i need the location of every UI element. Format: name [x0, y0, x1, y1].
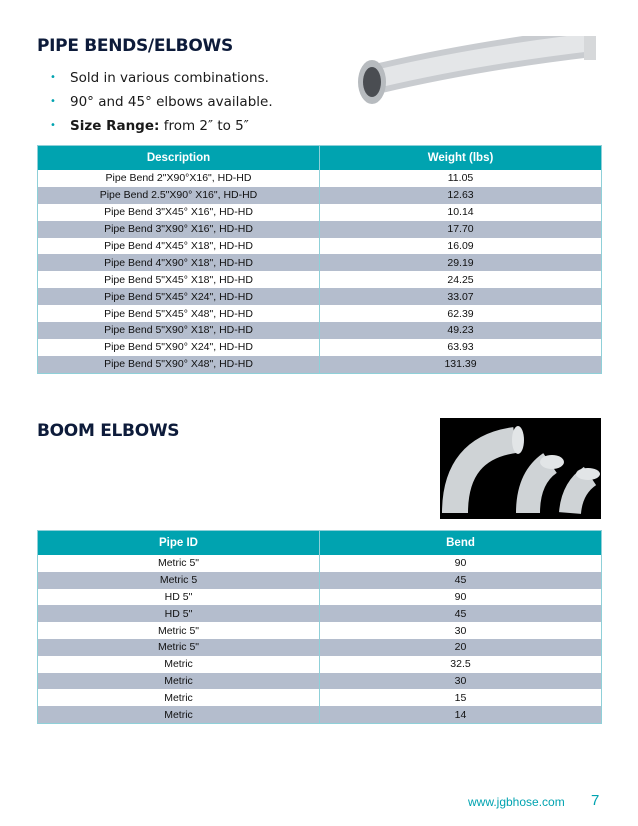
table-cell: Pipe Bend 2"X90°X16", HD-HD — [38, 170, 320, 187]
table-row — [38, 221, 602, 238]
table-cell: 30 — [320, 622, 602, 639]
table-cell: 14 — [320, 706, 602, 723]
table-cell: Metric 5 — [38, 572, 320, 589]
table-cell: Pipe Bend 5"X45° X18", HD-HD — [38, 271, 320, 288]
table-row — [38, 605, 602, 622]
table-cell: Metric — [38, 673, 320, 690]
list-item — [50, 90, 273, 114]
table-cell: Pipe Bend 3"X90° X16", HD-HD — [38, 221, 320, 238]
table-cell: 29.19 — [320, 254, 602, 271]
table-cell: Metric — [38, 689, 320, 706]
website-link[interactable]: www.jgbhose.com — [468, 795, 565, 809]
table-cell: Metric — [38, 656, 320, 673]
boom-elbows-table — [37, 530, 602, 724]
list-item — [50, 114, 273, 138]
size-range-value: from 2″ to 5″ — [159, 118, 249, 134]
table-row — [38, 204, 602, 221]
column-header: Pipe ID — [38, 531, 320, 556]
bullet-icon: • — [50, 96, 56, 107]
table-row — [38, 170, 602, 187]
table-row — [38, 271, 602, 288]
table-cell: 63.93 — [320, 339, 602, 356]
feature-list — [50, 66, 273, 138]
table-cell: 62.39 — [320, 305, 602, 322]
table-cell: 16.09 — [320, 238, 602, 255]
page-number: 7 — [591, 792, 600, 809]
table-cell: Pipe Bend 5"X90° X48", HD-HD — [38, 356, 320, 373]
table-cell: 49.23 — [320, 322, 602, 339]
table-cell: HD 5" — [38, 605, 320, 622]
table-cell: 90 — [320, 589, 602, 606]
table-cell: 20 — [320, 639, 602, 656]
table-cell: Pipe Bend 4"X90° X18", HD-HD — [38, 254, 320, 271]
table-row — [38, 238, 602, 255]
table-row — [38, 339, 602, 356]
table-cell: Metric 5" — [38, 639, 320, 656]
table-row — [38, 305, 602, 322]
table-cell: 90 — [320, 555, 602, 572]
bullet-text: 90° and 45° elbows available. — [70, 94, 273, 110]
boom-elbows-image — [440, 418, 601, 519]
pipe-bend-image — [352, 36, 602, 108]
table-cell: Pipe Bend 5"X45° X24", HD-HD — [38, 288, 320, 305]
size-range-label: Size Range: — [70, 118, 160, 134]
column-header: Weight (lbs) — [320, 146, 602, 171]
table-cell: 10.14 — [320, 204, 602, 221]
table-cell: Pipe Bend 3"X45° X16", HD-HD — [38, 204, 320, 221]
table-row — [38, 288, 602, 305]
table-row — [38, 322, 602, 339]
table-cell: Metric — [38, 706, 320, 723]
table-row — [38, 622, 602, 639]
bullet-icon: • — [50, 72, 56, 83]
table-cell: HD 5" — [38, 589, 320, 606]
table-cell: 45 — [320, 605, 602, 622]
table-row — [38, 572, 602, 589]
table-cell: 131.39 — [320, 356, 602, 373]
table-cell: Pipe Bend 5"X45° X48", HD-HD — [38, 305, 320, 322]
table-cell: Pipe Bend 4"X45° X18", HD-HD — [38, 238, 320, 255]
pipe-bends-table — [37, 145, 602, 374]
table-cell: 32.5 — [320, 656, 602, 673]
table-row — [38, 356, 602, 373]
table-cell: 30 — [320, 673, 602, 690]
bullet-icon: • — [50, 120, 56, 131]
table-row — [38, 589, 602, 606]
bullet-text: Sold in various combinations. — [70, 70, 269, 86]
table-cell: Pipe Bend 5"X90° X24", HD-HD — [38, 339, 320, 356]
table-row — [38, 706, 602, 723]
table-cell: 45 — [320, 572, 602, 589]
table-row — [38, 673, 602, 690]
table-cell: Metric 5" — [38, 622, 320, 639]
table-cell: 12.63 — [320, 187, 602, 204]
column-header: Description — [38, 146, 320, 171]
column-header: Bend — [320, 531, 602, 556]
list-item — [50, 66, 273, 90]
table-row — [38, 555, 602, 572]
table-row — [38, 656, 602, 673]
table-cell: 33.07 — [320, 288, 602, 305]
section-title-boom-elbows: BOOM ELBOWS — [37, 421, 180, 441]
table-cell: 15 — [320, 689, 602, 706]
table-cell: 17.70 — [320, 221, 602, 238]
section-title-pipe-bends: PIPE BENDS/ELBOWS — [37, 36, 233, 56]
table-cell: Pipe Bend 2.5"X90° X16", HD-HD — [38, 187, 320, 204]
table-row — [38, 187, 602, 204]
table-cell: Metric 5" — [38, 555, 320, 572]
table-cell: 11.05 — [320, 170, 602, 187]
table-row — [38, 254, 602, 271]
table-cell: Pipe Bend 5"X90° X18", HD-HD — [38, 322, 320, 339]
table-row — [38, 689, 602, 706]
table-row — [38, 639, 602, 656]
table-cell: 24.25 — [320, 271, 602, 288]
